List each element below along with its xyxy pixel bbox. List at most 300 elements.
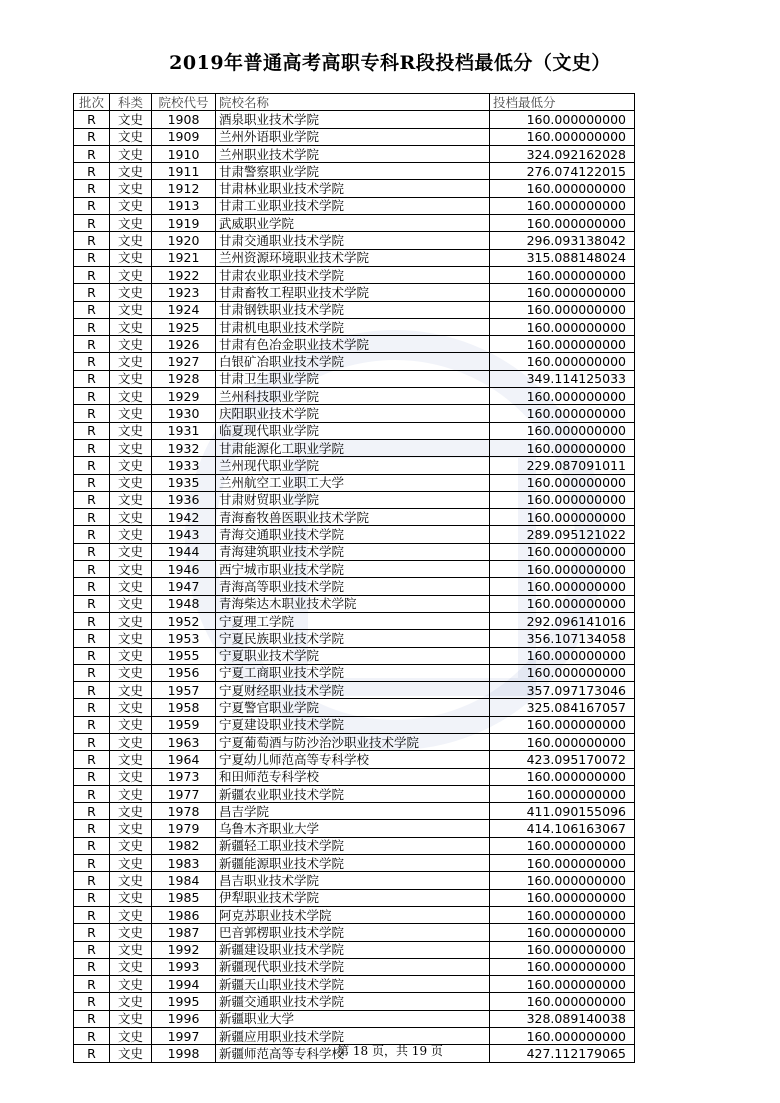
- table-row: [74, 353, 635, 370]
- min-score-cell: 160.000000000: [490, 128, 635, 145]
- batch-cell: R: [74, 595, 110, 612]
- batch-cell: R: [74, 993, 110, 1010]
- school-name-cell: 青海交通职业技术学院: [216, 526, 490, 543]
- min-score-cell: 160.000000000: [490, 405, 635, 422]
- school-code-cell: 1963: [152, 733, 216, 750]
- batch-cell: R: [74, 1028, 110, 1045]
- school-name-cell: 酒泉职业技术学院: [216, 111, 490, 128]
- school-code-cell: 1994: [152, 976, 216, 993]
- min-score-cell: 160.000000000: [490, 318, 635, 335]
- min-score-cell: 160.000000000: [490, 855, 635, 872]
- min-score-cell: 160.000000000: [490, 439, 635, 456]
- category-cell: 文史: [110, 993, 152, 1010]
- category-cell: 文史: [110, 197, 152, 214]
- table-row: [74, 457, 635, 474]
- table-row: [74, 855, 635, 872]
- batch-cell: R: [74, 751, 110, 768]
- min-score-cell: 160.000000000: [490, 924, 635, 941]
- school-name-cell: 宁夏民族职业技术学院: [216, 630, 490, 647]
- school-code-cell: 1913: [152, 197, 216, 214]
- school-code-cell: 1946: [152, 561, 216, 578]
- batch-cell: R: [74, 872, 110, 889]
- batch-cell: R: [74, 266, 110, 283]
- admission-score-table: [73, 93, 635, 1063]
- min-score-cell: 160.000000000: [490, 578, 635, 595]
- min-score-cell: 160.000000000: [490, 906, 635, 923]
- school-code-cell: 1985: [152, 889, 216, 906]
- category-cell: 文史: [110, 353, 152, 370]
- school-name-cell: 兰州职业技术学院: [216, 145, 490, 162]
- batch-cell: R: [74, 1045, 110, 1062]
- min-score-cell: 276.074122015: [490, 163, 635, 180]
- school-name-cell: 兰州资源环境职业技术学院: [216, 249, 490, 266]
- school-name-cell: 庆阳职业技术学院: [216, 405, 490, 422]
- table-row: [74, 336, 635, 353]
- min-score-cell: 160.000000000: [490, 301, 635, 318]
- batch-cell: R: [74, 111, 110, 128]
- category-cell: 文史: [110, 439, 152, 456]
- school-name-cell: 和田师范专科学校: [216, 768, 490, 785]
- school-name-cell: 新疆交通职业技术学院: [216, 993, 490, 1010]
- school-name-cell: 甘肃有色冶金职业技术学院: [216, 336, 490, 353]
- school-code-cell: 1942: [152, 509, 216, 526]
- category-cell: 文史: [110, 699, 152, 716]
- table-row: [74, 889, 635, 906]
- table-row: [74, 993, 635, 1010]
- batch-cell: R: [74, 630, 110, 647]
- table-row: [74, 301, 635, 318]
- school-name-cell: 新疆能源职业技术学院: [216, 855, 490, 872]
- school-code-cell: 1921: [152, 249, 216, 266]
- category-cell: 文史: [110, 976, 152, 993]
- batch-cell: R: [74, 1010, 110, 1027]
- min-score-cell: 328.089140038: [490, 1010, 635, 1027]
- category-cell: 文史: [110, 336, 152, 353]
- batch-cell: R: [74, 474, 110, 491]
- category-cell: 文史: [110, 249, 152, 266]
- school-name-cell: 甘肃农业职业技术学院: [216, 266, 490, 283]
- school-code-cell: 1909: [152, 128, 216, 145]
- table-row: [74, 318, 635, 335]
- school-code-cell: 1931: [152, 422, 216, 439]
- school-code-cell: 1979: [152, 820, 216, 837]
- min-score-cell: 292.096141016: [490, 612, 635, 629]
- school-name-cell: 昌吉学院: [216, 803, 490, 820]
- batch-cell: R: [74, 855, 110, 872]
- table-row: [74, 405, 635, 422]
- school-code-cell: 1923: [152, 284, 216, 301]
- category-cell: 文史: [110, 612, 152, 629]
- batch-cell: R: [74, 439, 110, 456]
- school-code-cell: 1987: [152, 924, 216, 941]
- table-row: [74, 111, 635, 128]
- min-score-cell: 315.088148024: [490, 249, 635, 266]
- min-score-cell: 325.084167057: [490, 699, 635, 716]
- table-row: [74, 837, 635, 854]
- category-cell: 文史: [110, 561, 152, 578]
- school-code-cell: 1984: [152, 872, 216, 889]
- school-name-cell: 兰州现代职业学院: [216, 457, 490, 474]
- min-score-cell: 160.000000000: [490, 388, 635, 405]
- table-row: [74, 474, 635, 491]
- school-name-cell: 武威职业学院: [216, 215, 490, 232]
- school-name-cell: 青海柴达木职业技术学院: [216, 595, 490, 612]
- school-name-cell: 伊犁职业技术学院: [216, 889, 490, 906]
- category-cell: 文史: [110, 318, 152, 335]
- school-code-cell: 1922: [152, 266, 216, 283]
- batch-cell: R: [74, 976, 110, 993]
- batch-cell: R: [74, 422, 110, 439]
- category-cell: 文史: [110, 733, 152, 750]
- school-code-cell: 1930: [152, 405, 216, 422]
- category-cell: 文史: [110, 180, 152, 197]
- category-cell: 文史: [110, 405, 152, 422]
- min-score-cell: 160.000000000: [490, 716, 635, 733]
- table-row: [74, 1010, 635, 1027]
- category-cell: 文史: [110, 889, 152, 906]
- min-score-cell: 160.000000000: [490, 872, 635, 889]
- batch-cell: R: [74, 128, 110, 145]
- category-cell: 文史: [110, 785, 152, 802]
- category-cell: 文史: [110, 388, 152, 405]
- school-name-cell: 新疆农业职业技术学院: [216, 785, 490, 802]
- school-code-cell: 1929: [152, 388, 216, 405]
- school-name-cell: 甘肃警察职业学院: [216, 163, 490, 180]
- table-row: [74, 699, 635, 716]
- table-row: [74, 284, 635, 301]
- table-row: [74, 976, 635, 993]
- min-score-cell: 160.000000000: [490, 595, 635, 612]
- min-score-cell: 160.000000000: [490, 266, 635, 283]
- school-code-cell: 1924: [152, 301, 216, 318]
- school-code-cell: 1908: [152, 111, 216, 128]
- min-score-cell: 411.090155096: [490, 803, 635, 820]
- school-name-cell: 宁夏幼儿师范高等专科学校: [216, 751, 490, 768]
- table-row: [74, 491, 635, 508]
- table-row: [74, 768, 635, 785]
- table-row: [74, 803, 635, 820]
- school-name-cell: 新疆轻工职业技术学院: [216, 837, 490, 854]
- table-row: [74, 872, 635, 889]
- batch-cell: R: [74, 301, 110, 318]
- school-code-cell: 1973: [152, 768, 216, 785]
- batch-cell: R: [74, 699, 110, 716]
- school-name-cell: 甘肃畜牧工程职业技术学院: [216, 284, 490, 301]
- min-score-cell: 160.000000000: [490, 353, 635, 370]
- category-cell: 文史: [110, 941, 152, 958]
- school-code-cell: 1992: [152, 941, 216, 958]
- category-cell: 文史: [110, 232, 152, 249]
- school-name-cell: 新疆天山职业技术学院: [216, 976, 490, 993]
- min-score-cell: 296.093138042: [490, 232, 635, 249]
- category-cell: 文史: [110, 128, 152, 145]
- batch-cell: R: [74, 924, 110, 941]
- table-row: [74, 941, 635, 958]
- school-code-cell: 1927: [152, 353, 216, 370]
- min-score-cell: 160.000000000: [490, 336, 635, 353]
- category-cell: 文史: [110, 837, 152, 854]
- school-code-cell: 1959: [152, 716, 216, 733]
- school-name-cell: 甘肃工业职业技术学院: [216, 197, 490, 214]
- batch-cell: R: [74, 543, 110, 560]
- category-cell: 文史: [110, 284, 152, 301]
- min-score-cell: 160.000000000: [490, 958, 635, 975]
- school-name-cell: 巴音郭楞职业技术学院: [216, 924, 490, 941]
- school-code-cell: 1998: [152, 1045, 216, 1062]
- table-row: [74, 716, 635, 733]
- table-row: [74, 197, 635, 214]
- school-name-cell: 兰州外语职业学院: [216, 128, 490, 145]
- category-cell: 文史: [110, 1010, 152, 1027]
- school-name-cell: 宁夏工商职业技术学院: [216, 664, 490, 681]
- school-name-cell: 甘肃钢铁职业技术学院: [216, 301, 490, 318]
- batch-cell: R: [74, 180, 110, 197]
- batch-cell: R: [74, 353, 110, 370]
- min-score-cell: 160.000000000: [490, 647, 635, 664]
- school-name-cell: 乌鲁木齐职业大学: [216, 820, 490, 837]
- school-name-cell: 宁夏财经职业技术学院: [216, 682, 490, 699]
- school-code-cell: 1947: [152, 578, 216, 595]
- batch-cell: R: [74, 820, 110, 837]
- category-cell: 文史: [110, 215, 152, 232]
- min-score-cell: 160.000000000: [490, 180, 635, 197]
- table-row: [74, 578, 635, 595]
- header-school-code: 院校代号: [152, 94, 216, 111]
- table-row: [74, 180, 635, 197]
- category-cell: 文史: [110, 266, 152, 283]
- table-row: [74, 612, 635, 629]
- table-row: [74, 561, 635, 578]
- category-cell: 文史: [110, 163, 152, 180]
- category-cell: 文史: [110, 491, 152, 508]
- table-row: [74, 906, 635, 923]
- school-name-cell: 新疆师范高等专科学校: [216, 1045, 490, 1062]
- school-code-cell: 1925: [152, 318, 216, 335]
- batch-cell: R: [74, 284, 110, 301]
- school-code-cell: 1978: [152, 803, 216, 820]
- min-score-cell: 427.112179065: [490, 1045, 635, 1062]
- school-name-cell: 白银矿冶职业技术学院: [216, 353, 490, 370]
- batch-cell: R: [74, 664, 110, 681]
- batch-cell: R: [74, 837, 110, 854]
- min-score-cell: 357.097173046: [490, 682, 635, 699]
- table-row: [74, 751, 635, 768]
- table-row: [74, 924, 635, 941]
- header-category: 科类: [110, 94, 152, 111]
- min-score-cell: 289.095121022: [490, 526, 635, 543]
- batch-cell: R: [74, 491, 110, 508]
- min-score-cell: 160.000000000: [490, 1028, 635, 1045]
- school-name-cell: 甘肃财贸职业学院: [216, 491, 490, 508]
- category-cell: 文史: [110, 509, 152, 526]
- category-cell: 文史: [110, 751, 152, 768]
- min-score-cell: 324.092162028: [490, 145, 635, 162]
- batch-cell: R: [74, 388, 110, 405]
- school-code-cell: 1948: [152, 595, 216, 612]
- school-name-cell: 阿克苏职业技术学院: [216, 906, 490, 923]
- category-cell: 文史: [110, 647, 152, 664]
- school-code-cell: 1993: [152, 958, 216, 975]
- batch-cell: R: [74, 318, 110, 335]
- school-name-cell: 宁夏理工学院: [216, 612, 490, 629]
- school-code-cell: 1997: [152, 1028, 216, 1045]
- table-row: [74, 370, 635, 387]
- batch-cell: R: [74, 612, 110, 629]
- category-cell: 文史: [110, 630, 152, 647]
- min-score-cell: 423.095170072: [490, 751, 635, 768]
- school-code-cell: 1955: [152, 647, 216, 664]
- school-code-cell: 1982: [152, 837, 216, 854]
- school-code-cell: 1953: [152, 630, 216, 647]
- category-cell: 文史: [110, 526, 152, 543]
- min-score-cell: 160.000000000: [490, 543, 635, 560]
- school-name-cell: 青海畜牧兽医职业技术学院: [216, 509, 490, 526]
- page-title: 2019年普通高考高职专科R段投档最低分（文史）: [169, 52, 611, 74]
- category-cell: 文史: [110, 803, 152, 820]
- school-code-cell: 1983: [152, 855, 216, 872]
- batch-cell: R: [74, 145, 110, 162]
- batch-cell: R: [74, 803, 110, 820]
- school-code-cell: 1977: [152, 785, 216, 802]
- school-code-cell: 1995: [152, 993, 216, 1010]
- school-code-cell: 1935: [152, 474, 216, 491]
- table-header-row: [74, 94, 635, 111]
- min-score-cell: 160.000000000: [490, 976, 635, 993]
- batch-cell: R: [74, 889, 110, 906]
- batch-cell: R: [74, 578, 110, 595]
- table-row: [74, 664, 635, 681]
- table-row: [74, 820, 635, 837]
- table-row: [74, 163, 635, 180]
- page-footer: 第 18 页，共 19 页: [337, 1044, 443, 1058]
- category-cell: 文史: [110, 855, 152, 872]
- school-code-cell: 1986: [152, 906, 216, 923]
- school-name-cell: 青海建筑职业技术学院: [216, 543, 490, 560]
- batch-cell: R: [74, 215, 110, 232]
- table-row: [74, 145, 635, 162]
- batch-cell: R: [74, 785, 110, 802]
- school-code-cell: 1926: [152, 336, 216, 353]
- min-score-cell: 160.000000000: [490, 197, 635, 214]
- table-row: [74, 232, 635, 249]
- school-code-cell: 1964: [152, 751, 216, 768]
- category-cell: 文史: [110, 474, 152, 491]
- category-cell: 文史: [110, 682, 152, 699]
- min-score-cell: 160.000000000: [490, 889, 635, 906]
- category-cell: 文史: [110, 958, 152, 975]
- school-name-cell: 青海高等职业技术学院: [216, 578, 490, 595]
- batch-cell: R: [74, 336, 110, 353]
- school-code-cell: 1944: [152, 543, 216, 560]
- batch-cell: R: [74, 958, 110, 975]
- min-score-cell: 160.000000000: [490, 215, 635, 232]
- header-batch: 批次: [74, 94, 110, 111]
- min-score-cell: 160.000000000: [490, 785, 635, 802]
- table-row: [74, 785, 635, 802]
- category-cell: 文史: [110, 111, 152, 128]
- school-name-cell: 新疆现代职业技术学院: [216, 958, 490, 975]
- batch-cell: R: [74, 682, 110, 699]
- school-name-cell: 甘肃机电职业技术学院: [216, 318, 490, 335]
- min-score-cell: 349.114125033: [490, 370, 635, 387]
- school-name-cell: 临夏现代职业学院: [216, 422, 490, 439]
- batch-cell: R: [74, 405, 110, 422]
- category-cell: 文史: [110, 820, 152, 837]
- school-code-cell: 1958: [152, 699, 216, 716]
- batch-cell: R: [74, 249, 110, 266]
- school-name-cell: 甘肃能源化工职业学院: [216, 439, 490, 456]
- school-name-cell: 宁夏建设职业技术学院: [216, 716, 490, 733]
- category-cell: 文史: [110, 1028, 152, 1045]
- batch-cell: R: [74, 232, 110, 249]
- min-score-cell: 160.000000000: [490, 664, 635, 681]
- batch-cell: R: [74, 509, 110, 526]
- category-cell: 文史: [110, 457, 152, 474]
- batch-cell: R: [74, 906, 110, 923]
- table-row: [74, 630, 635, 647]
- school-code-cell: 1996: [152, 1010, 216, 1027]
- header-min-score: 投档最低分: [490, 94, 635, 111]
- table-row: [74, 543, 635, 560]
- school-name-cell: 宁夏职业技术学院: [216, 647, 490, 664]
- min-score-cell: 160.000000000: [490, 561, 635, 578]
- min-score-cell: 160.000000000: [490, 733, 635, 750]
- batch-cell: R: [74, 197, 110, 214]
- table-row: [74, 439, 635, 456]
- min-score-cell: 160.000000000: [490, 768, 635, 785]
- school-code-cell: 1943: [152, 526, 216, 543]
- school-code-cell: 1911: [152, 163, 216, 180]
- category-cell: 文史: [110, 1045, 152, 1062]
- category-cell: 文史: [110, 872, 152, 889]
- school-name-cell: 甘肃交通职业技术学院: [216, 232, 490, 249]
- batch-cell: R: [74, 733, 110, 750]
- min-score-cell: 160.000000000: [490, 941, 635, 958]
- min-score-cell: 160.000000000: [490, 509, 635, 526]
- batch-cell: R: [74, 370, 110, 387]
- table-row: [74, 128, 635, 145]
- category-cell: 文史: [110, 768, 152, 785]
- category-cell: 文史: [110, 422, 152, 439]
- min-score-cell: 160.000000000: [490, 111, 635, 128]
- batch-cell: R: [74, 526, 110, 543]
- table-body: [74, 111, 635, 1062]
- school-code-cell: 1920: [152, 232, 216, 249]
- table-row: [74, 958, 635, 975]
- category-cell: 文史: [110, 543, 152, 560]
- school-code-cell: 1936: [152, 491, 216, 508]
- category-cell: 文史: [110, 906, 152, 923]
- header-school-name: 院校名称: [216, 94, 490, 111]
- category-cell: 文史: [110, 664, 152, 681]
- table-row: [74, 733, 635, 750]
- school-name-cell: 昌吉职业技术学院: [216, 872, 490, 889]
- school-name-cell: 甘肃林业职业技术学院: [216, 180, 490, 197]
- category-cell: 文史: [110, 370, 152, 387]
- school-name-cell: 西宁城市职业技术学院: [216, 561, 490, 578]
- min-score-cell: 160.000000000: [490, 474, 635, 491]
- table-row: [74, 422, 635, 439]
- school-code-cell: 1952: [152, 612, 216, 629]
- category-cell: 文史: [110, 924, 152, 941]
- school-code-cell: 1912: [152, 180, 216, 197]
- min-score-cell: 356.107134058: [490, 630, 635, 647]
- table-row: [74, 249, 635, 266]
- table-row: [74, 526, 635, 543]
- min-score-cell: 229.087091011: [490, 457, 635, 474]
- batch-cell: R: [74, 647, 110, 664]
- table-row: [74, 647, 635, 664]
